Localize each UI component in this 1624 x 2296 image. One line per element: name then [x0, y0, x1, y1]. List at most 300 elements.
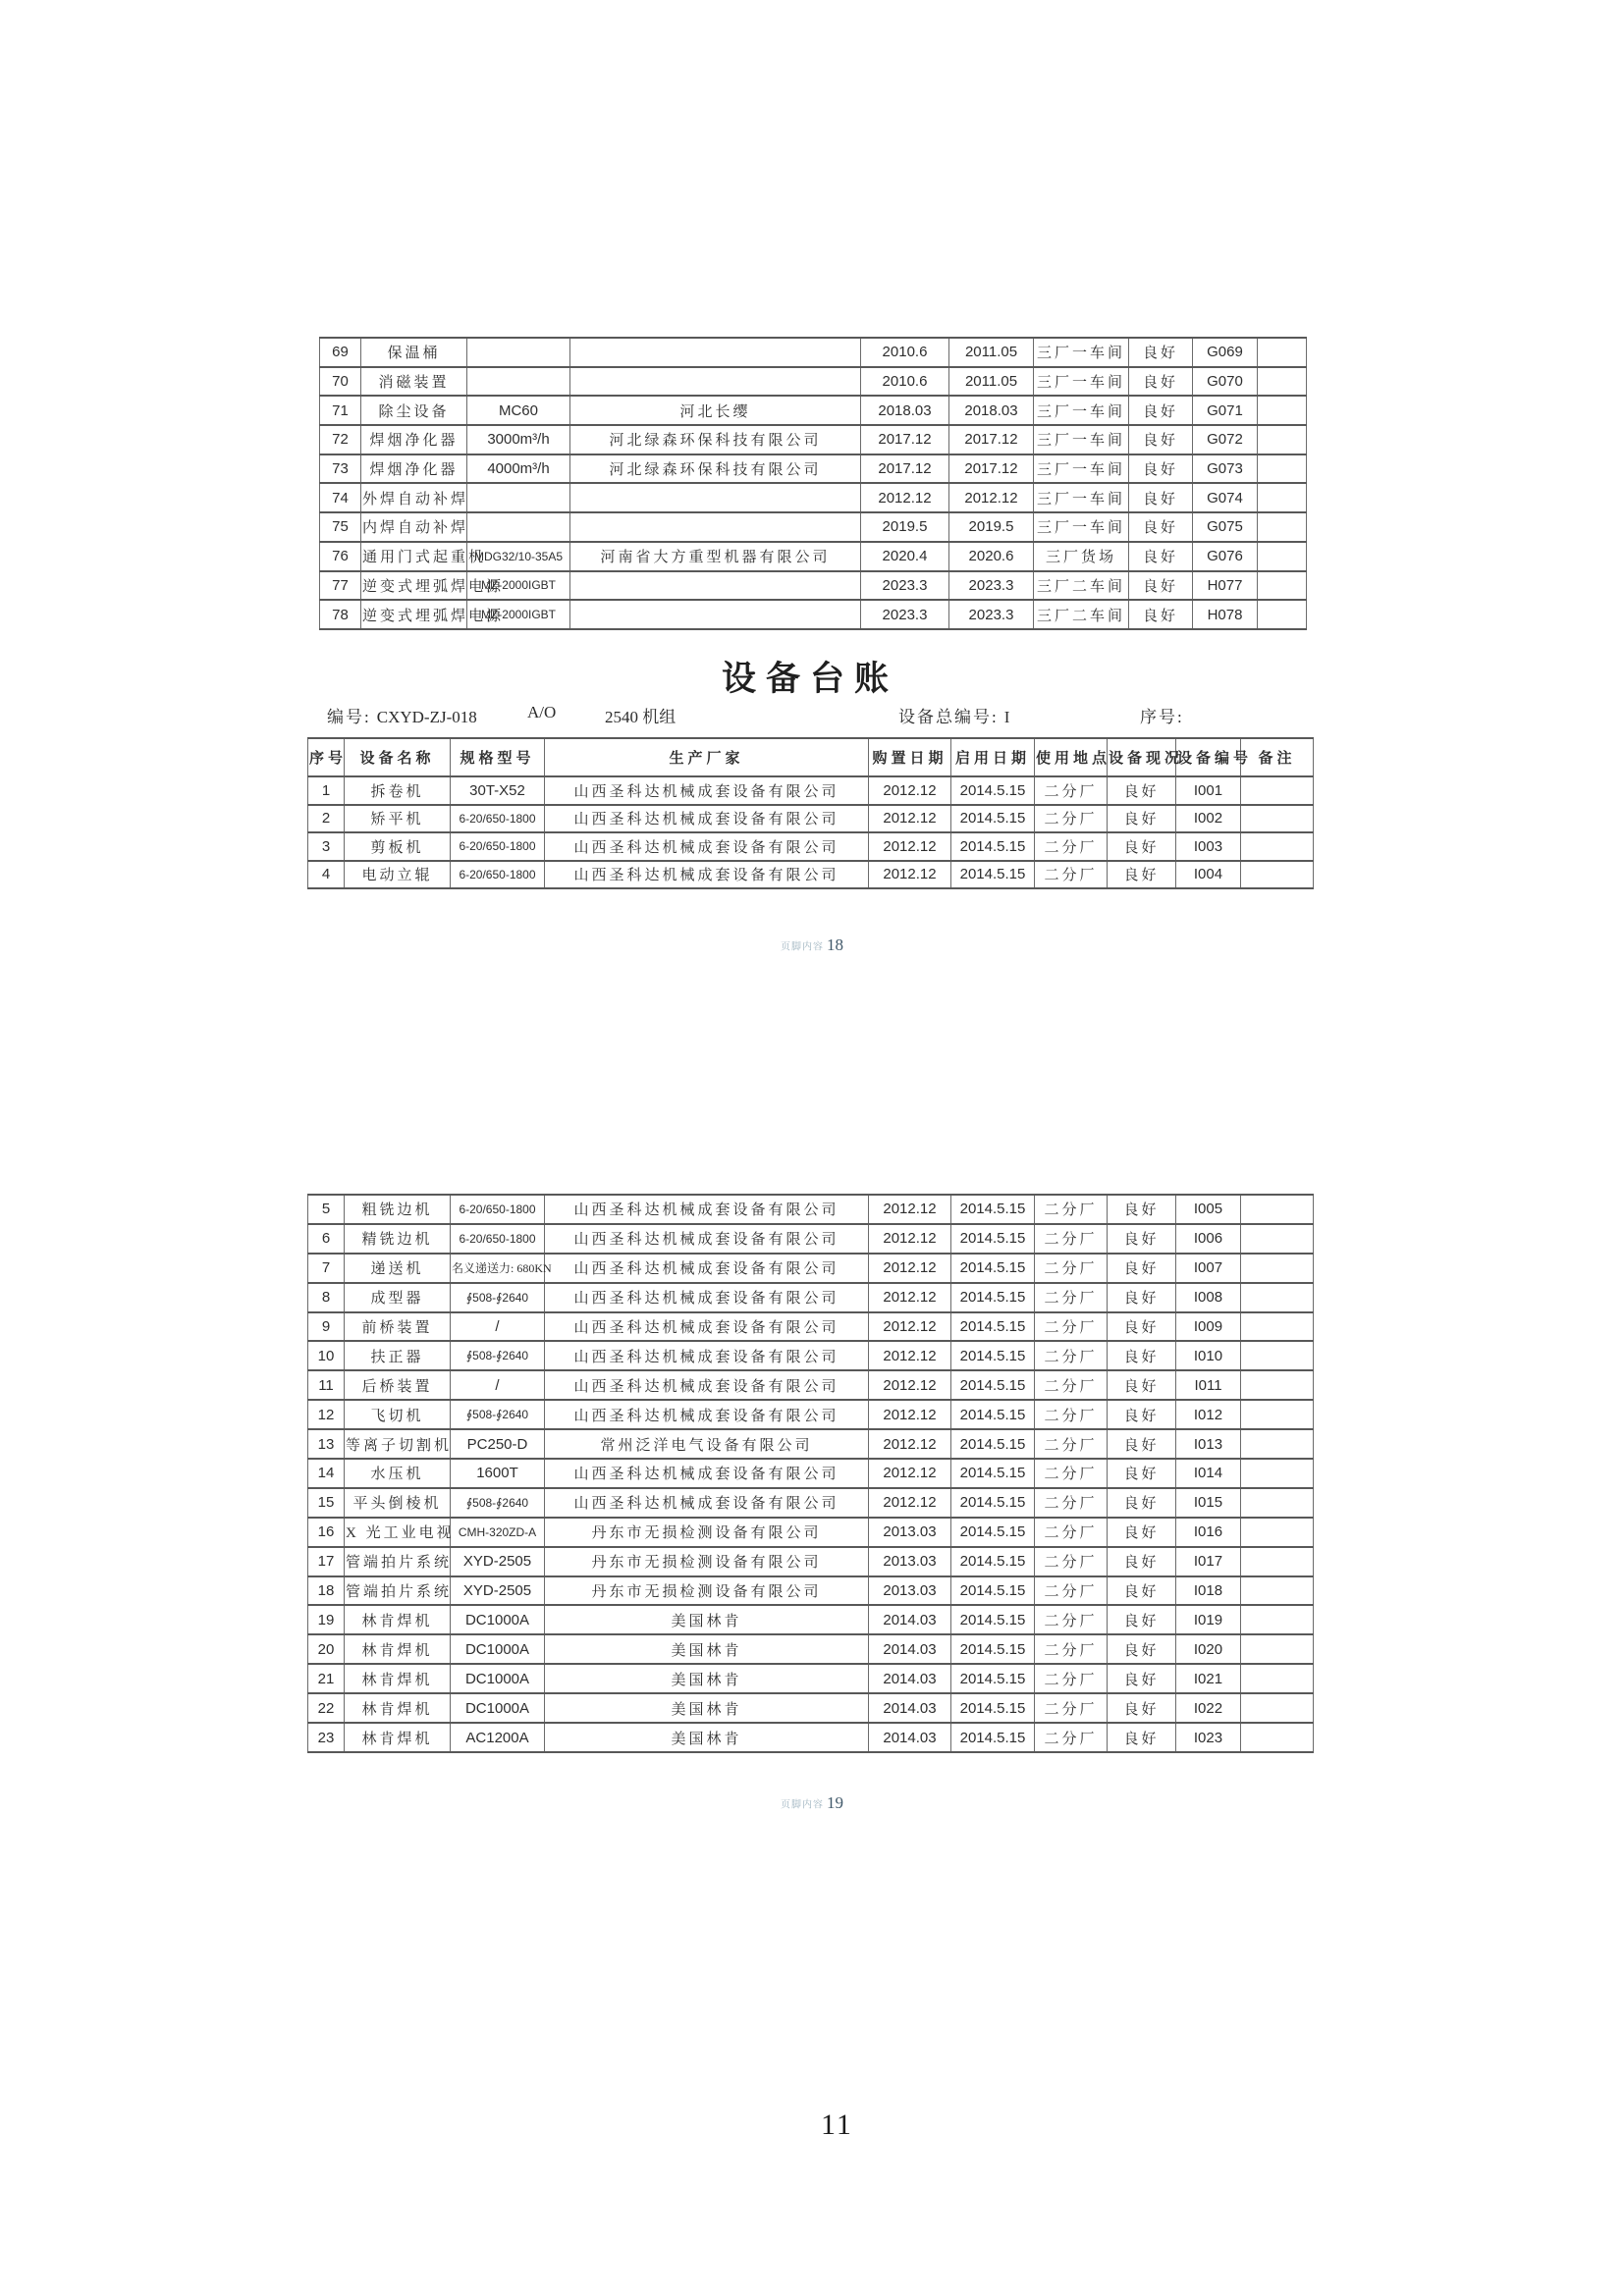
table-cell: XYD-2505 — [451, 1547, 545, 1576]
table-cell: 15 — [308, 1488, 345, 1518]
table-cell: 内焊自动补焊 — [361, 512, 467, 542]
table-cell: 良好 — [1108, 1576, 1176, 1606]
table-cell: 2023.3 — [861, 571, 949, 601]
table-cell: 2012.12 — [869, 1429, 951, 1459]
table-cell — [1241, 1341, 1314, 1370]
footer-label: 页脚内容 — [781, 1799, 824, 1811]
equipment-table-continuation — [319, 337, 1307, 630]
table-cell: 2010.6 — [861, 367, 949, 397]
table-cell — [467, 483, 570, 512]
table-cell: 2014.5.15 — [951, 1634, 1035, 1664]
table-cell: I017 — [1176, 1547, 1241, 1576]
table-cell — [1241, 776, 1314, 805]
table-cell: 2019.5 — [861, 512, 949, 542]
table-cell — [1241, 1518, 1314, 1547]
table-cell — [1258, 425, 1307, 454]
table-cell — [1241, 1576, 1314, 1606]
table-cell: 二分厂 — [1035, 1664, 1108, 1693]
doc-number-label: 编号: — [327, 708, 371, 726]
table-cell: 通用门式起重机 — [361, 542, 467, 571]
table-cell: 山西圣科达机械成套设备有限公司 — [545, 1370, 869, 1400]
sheet-footer — [0, 935, 1624, 955]
table-cell: 2014.5.15 — [951, 1459, 1035, 1488]
table-cell: 二分厂 — [1035, 1576, 1108, 1606]
table-cell — [570, 338, 861, 367]
table-cell: 美国林肯 — [545, 1723, 869, 1752]
table-cell: 平头倒棱机 — [345, 1488, 451, 1518]
table-cell: I010 — [1176, 1341, 1241, 1370]
table-cell: 管端拍片系统 — [345, 1547, 451, 1576]
table-cell: I012 — [1176, 1400, 1241, 1429]
table-cell: 11 — [308, 1370, 345, 1400]
table-cell: 2012.12 — [869, 1312, 951, 1342]
table-cell: 保温桶 — [361, 338, 467, 367]
table-cell: 山西圣科达机械成套设备有限公司 — [545, 1341, 869, 1370]
revision-value: A/O — [527, 703, 557, 721]
table-row — [308, 1605, 1314, 1634]
table-cell: 三厂一车间 — [1034, 338, 1129, 367]
table-row — [308, 832, 1314, 861]
table-cell: 二分厂 — [1035, 861, 1108, 889]
table-cell — [570, 483, 861, 512]
table-cell: 2019.5 — [949, 512, 1034, 542]
table-cell: 2018.03 — [861, 396, 949, 425]
table-cell: 2014.5.15 — [951, 1400, 1035, 1429]
column-header: 设备名称 — [345, 738, 451, 776]
table-cell: 前桥装置 — [345, 1312, 451, 1342]
table-cell — [1241, 1693, 1314, 1723]
table-cell: 消磁装置 — [361, 367, 467, 397]
table-cell: 2012.12 — [869, 1283, 951, 1312]
table-cell: 2020.4 — [861, 542, 949, 571]
table-cell: 良好 — [1108, 861, 1176, 889]
table-cell: 二分厂 — [1035, 1723, 1108, 1752]
table-row — [308, 1195, 1314, 1224]
table-cell: I020 — [1176, 1634, 1241, 1664]
table-cell: 2014.5.15 — [951, 1488, 1035, 1518]
table-row — [320, 483, 1307, 512]
table-cell: 6-20/650-1800 — [451, 832, 545, 861]
table-cell: 丹东市无损检测设备有限公司 — [545, 1547, 869, 1576]
table-cell: 2014.5.15 — [951, 832, 1035, 861]
equipment-table-main — [307, 737, 1314, 889]
table-cell: 名义递送力: 680KN — [451, 1254, 545, 1283]
table-cell: 75 — [320, 512, 361, 542]
table-cell — [1241, 1254, 1314, 1283]
table-row — [308, 1664, 1314, 1693]
table-row — [308, 1224, 1314, 1254]
footer-label: 页脚内容 — [781, 941, 824, 953]
header-row — [308, 738, 1314, 776]
footer-page-number: 19 — [827, 1793, 843, 1812]
table-cell: 2014.5.15 — [951, 1664, 1035, 1693]
table-cell: I008 — [1176, 1283, 1241, 1312]
table-cell — [1241, 1547, 1314, 1576]
table-cell: G070 — [1193, 367, 1258, 397]
table-cell: 良好 — [1108, 1547, 1176, 1576]
table-row — [320, 367, 1307, 397]
unit-value: 2540 机组 — [605, 708, 677, 726]
table-cell: ∮508-∮2640 — [451, 1283, 545, 1312]
table-cell: I019 — [1176, 1605, 1241, 1634]
table-cell: 山西圣科达机械成套设备有限公司 — [545, 1400, 869, 1429]
table-row — [320, 396, 1307, 425]
table-cell: 良好 — [1108, 1224, 1176, 1254]
table-row — [308, 1254, 1314, 1283]
table-cell: 林肯焊机 — [345, 1605, 451, 1634]
table-cell — [570, 367, 861, 397]
column-header: 使用地点 — [1035, 738, 1108, 776]
table-cell: ∮508-∮2640 — [451, 1400, 545, 1429]
table-cell: 6 — [308, 1224, 345, 1254]
table-cell: 良好 — [1108, 1429, 1176, 1459]
table-cell: I014 — [1176, 1459, 1241, 1488]
table-cell: 2011.05 — [949, 338, 1034, 367]
table-cell — [1258, 454, 1307, 484]
table-cell: 二分厂 — [1035, 1693, 1108, 1723]
table-row — [320, 600, 1307, 629]
table-cell: 2012.12 — [869, 1341, 951, 1370]
table-cell: I022 — [1176, 1693, 1241, 1723]
table-cell: 20 — [308, 1634, 345, 1664]
table-cell: 2014.5.15 — [951, 1429, 1035, 1459]
table-cell: 2014.5.15 — [951, 805, 1035, 833]
table-cell: 美国林肯 — [545, 1693, 869, 1723]
table-cell: 外焊自动补焊 — [361, 483, 467, 512]
table-cell: G074 — [1193, 483, 1258, 512]
table-cell: 美国林肯 — [545, 1664, 869, 1693]
table-cell: 扶正器 — [345, 1341, 451, 1370]
table-cell: AC1200A — [451, 1723, 545, 1752]
table-cell: 2023.3 — [861, 600, 949, 629]
doc-number-field — [327, 703, 477, 727]
table-cell: 良好 — [1108, 1283, 1176, 1312]
table-cell: I021 — [1176, 1664, 1241, 1693]
table-cell: 21 — [308, 1664, 345, 1693]
table-cell: 良好 — [1129, 542, 1193, 571]
table-cell: 良好 — [1108, 1312, 1176, 1342]
table-cell: I003 — [1176, 832, 1241, 861]
table-cell: 76 — [320, 542, 361, 571]
table-cell: I001 — [1176, 776, 1241, 805]
table-row — [320, 338, 1307, 367]
table-cell: 4000m³/h — [467, 454, 570, 484]
table-cell: 2012.12 — [869, 832, 951, 861]
table-cell: 良好 — [1129, 454, 1193, 484]
table-cell: 良好 — [1108, 776, 1176, 805]
total-number-field — [898, 703, 1009, 727]
table-cell — [1241, 832, 1314, 861]
table-cell: MDG32/10-35A5 — [467, 542, 570, 571]
table-cell: 2014.5.15 — [951, 1576, 1035, 1606]
table-cell — [1258, 338, 1307, 367]
table-cell: 良好 — [1108, 1488, 1176, 1518]
table-cell: 三厂一车间 — [1034, 483, 1129, 512]
table-cell: 递送机 — [345, 1254, 451, 1283]
table-cell: 三厂一车间 — [1034, 454, 1129, 484]
table-cell: 2014.5.15 — [951, 1518, 1035, 1547]
table-cell — [1258, 512, 1307, 542]
table-cell: 2012.12 — [869, 805, 951, 833]
table-cell: 二分厂 — [1035, 1370, 1108, 1400]
table-cell: 2020.6 — [949, 542, 1034, 571]
table-row — [308, 1312, 1314, 1342]
table-cell: 良好 — [1108, 1723, 1176, 1752]
table-cell: 良好 — [1129, 512, 1193, 542]
table-cell — [467, 512, 570, 542]
table-cell: 良好 — [1129, 425, 1193, 454]
table-cell: 2014.5.15 — [951, 1312, 1035, 1342]
table-cell: 2012.12 — [869, 1254, 951, 1283]
table-row — [308, 776, 1314, 805]
column-header: 序号 — [308, 738, 345, 776]
table-cell: 河北长缨 — [570, 396, 861, 425]
table-cell: 常州泛洋电气设备有限公司 — [545, 1429, 869, 1459]
table-cell: 山西圣科达机械成套设备有限公司 — [545, 1195, 869, 1224]
table-cell: 2014.03 — [869, 1664, 951, 1693]
table-cell: 良好 — [1108, 1664, 1176, 1693]
table-cell — [1241, 1400, 1314, 1429]
table-cell: 林肯焊机 — [345, 1664, 451, 1693]
table-cell: 77 — [320, 571, 361, 601]
table-cell: 二分厂 — [1035, 1400, 1108, 1429]
table-cell: 69 — [320, 338, 361, 367]
table-cell: 良好 — [1129, 571, 1193, 601]
table-cell: 13 — [308, 1429, 345, 1459]
table-cell: 7 — [308, 1254, 345, 1283]
footer-page-number: 18 — [827, 935, 843, 954]
table-cell: 二分厂 — [1035, 1459, 1108, 1488]
table-cell: I009 — [1176, 1312, 1241, 1342]
table-cell — [1241, 1429, 1314, 1459]
table-cell: I023 — [1176, 1723, 1241, 1752]
table-cell: 17 — [308, 1547, 345, 1576]
table-cell: 2012.12 — [869, 1370, 951, 1400]
table-row — [308, 1547, 1314, 1576]
table-cell: XYD-2505 — [451, 1576, 545, 1606]
table-cell: G072 — [1193, 425, 1258, 454]
table-cell: / — [451, 1312, 545, 1342]
table-cell: G069 — [1193, 338, 1258, 367]
table-cell: I015 — [1176, 1488, 1241, 1518]
table-row — [308, 1370, 1314, 1400]
table-cell: G076 — [1193, 542, 1258, 571]
table-cell: 2014.5.15 — [951, 1723, 1035, 1752]
table-cell: 19 — [308, 1605, 345, 1634]
table-cell: DC1000A — [451, 1605, 545, 1634]
table-cell: 山西圣科达机械成套设备有限公司 — [545, 805, 869, 833]
table-cell: 良好 — [1108, 1195, 1176, 1224]
table-cell — [1258, 367, 1307, 397]
table-cell: MZ-2000IGBT — [467, 600, 570, 629]
table-cell: 2014.5.15 — [951, 1605, 1035, 1634]
table-cell: 3000m³/h — [467, 425, 570, 454]
table-cell: 三厂货场 — [1034, 542, 1129, 571]
table-cell: I016 — [1176, 1518, 1241, 1547]
table-cell: 2010.6 — [861, 338, 949, 367]
table-cell: 2012.12 — [869, 1459, 951, 1488]
table-cell: 二分厂 — [1035, 805, 1108, 833]
table-cell — [1241, 1224, 1314, 1254]
table-cell: 山西圣科达机械成套设备有限公司 — [545, 1459, 869, 1488]
table-cell: 2012.12 — [869, 1224, 951, 1254]
table-cell: I011 — [1176, 1370, 1241, 1400]
table-row — [320, 425, 1307, 454]
table-cell: 70 — [320, 367, 361, 397]
table-cell: 山西圣科达机械成套设备有限公司 — [545, 776, 869, 805]
table-cell: 良好 — [1108, 1518, 1176, 1547]
table-row — [308, 1283, 1314, 1312]
table-cell: 14 — [308, 1459, 345, 1488]
table-cell: 逆变式埋弧焊电源 — [361, 600, 467, 629]
table-cell — [1241, 1664, 1314, 1693]
table-cell: 2014.5.15 — [951, 1693, 1035, 1723]
serial-number-label: 序号: — [1140, 708, 1184, 726]
table-cell: 二分厂 — [1035, 832, 1108, 861]
table-cell: 6-20/650-1800 — [451, 805, 545, 833]
table-cell: 等离子切割机 — [345, 1429, 451, 1459]
table-cell: MC60 — [467, 396, 570, 425]
table-cell: 河南省大方重型机器有限公司 — [570, 542, 861, 571]
table-cell: 2012.12 — [949, 483, 1034, 512]
table-row — [320, 542, 1307, 571]
table-row — [308, 1693, 1314, 1723]
table-cell: 6-20/650-1800 — [451, 1195, 545, 1224]
doc-number-value: CXYD-ZJ-018 — [376, 708, 477, 726]
table-cell: 5 — [308, 1195, 345, 1224]
table-cell: 二分厂 — [1035, 1312, 1108, 1342]
table-cell — [1258, 542, 1307, 571]
table-cell: 山西圣科达机械成套设备有限公司 — [545, 1488, 869, 1518]
table-cell: 焊烟净化器 — [361, 454, 467, 484]
table-cell: ∮508-∮2640 — [451, 1341, 545, 1370]
table-row — [308, 1341, 1314, 1370]
table-cell: I006 — [1176, 1224, 1241, 1254]
table-cell: 管端拍片系统 — [345, 1576, 451, 1606]
table-cell: 2014.5.15 — [951, 1254, 1035, 1283]
table-cell: I005 — [1176, 1195, 1241, 1224]
table-cell: 三厂一车间 — [1034, 396, 1129, 425]
table-cell — [1241, 1370, 1314, 1400]
page-title: 设备台账 — [721, 660, 898, 698]
table-cell: 良好 — [1108, 1634, 1176, 1664]
table-cell: 山西圣科达机械成套设备有限公司 — [545, 861, 869, 889]
table-cell: 78 — [320, 600, 361, 629]
table-cell: 2012.12 — [869, 861, 951, 889]
table-cell: 2012.12 — [869, 776, 951, 805]
table-cell: 焊烟净化器 — [361, 425, 467, 454]
table-cell: 除尘设备 — [361, 396, 467, 425]
table-cell: 良好 — [1129, 396, 1193, 425]
table-row — [308, 1459, 1314, 1488]
table-cell: 良好 — [1108, 1605, 1176, 1634]
table-cell: 良好 — [1108, 1341, 1176, 1370]
table-cell: 8 — [308, 1283, 345, 1312]
table-cell: H077 — [1193, 571, 1258, 601]
table-cell: 丹东市无损检测设备有限公司 — [545, 1518, 869, 1547]
table-cell: 2013.03 — [869, 1576, 951, 1606]
table-cell: 4 — [308, 861, 345, 889]
table-cell: 河北绿森环保科技有限公司 — [570, 454, 861, 484]
table-cell: 后桥装置 — [345, 1370, 451, 1400]
table-cell: 2013.03 — [869, 1547, 951, 1576]
table-cell — [1241, 861, 1314, 889]
table-cell: 二分厂 — [1035, 1547, 1108, 1576]
table-cell — [570, 512, 861, 542]
column-header: 设备现况 — [1108, 738, 1176, 776]
table-cell: 2014.03 — [869, 1605, 951, 1634]
table-cell — [1258, 600, 1307, 629]
table-cell: 2012.12 — [869, 1488, 951, 1518]
table-cell: CMH-320ZD-A — [451, 1518, 545, 1547]
table-cell: G073 — [1193, 454, 1258, 484]
table-cell: 2014.5.15 — [951, 861, 1035, 889]
table-cell: G071 — [1193, 396, 1258, 425]
table-cell: 18 — [308, 1576, 345, 1606]
table-cell — [1241, 1605, 1314, 1634]
table-cell: 水压机 — [345, 1459, 451, 1488]
table-row — [320, 571, 1307, 601]
table-cell: 河北绿森环保科技有限公司 — [570, 425, 861, 454]
table-cell: I002 — [1176, 805, 1241, 833]
table-cell: 2023.3 — [949, 571, 1034, 601]
table-cell: 2017.12 — [861, 425, 949, 454]
table-cell: 22 — [308, 1693, 345, 1723]
equipment-table-main-continued — [307, 1194, 1314, 1753]
table-cell — [1241, 1488, 1314, 1518]
table-cell: 三厂一车间 — [1034, 425, 1129, 454]
table-cell — [570, 571, 861, 601]
table-cell: 二分厂 — [1035, 1195, 1108, 1224]
table-cell: 74 — [320, 483, 361, 512]
table-cell: 6-20/650-1800 — [451, 1224, 545, 1254]
table-cell: 72 — [320, 425, 361, 454]
table-cell: 3 — [308, 832, 345, 861]
column-header: 购置日期 — [869, 738, 951, 776]
table-cell: H078 — [1193, 600, 1258, 629]
table-row — [308, 861, 1314, 889]
table-cell: 73 — [320, 454, 361, 484]
table-row — [308, 805, 1314, 833]
table-cell: 良好 — [1129, 338, 1193, 367]
table-cell: 林肯焊机 — [345, 1723, 451, 1752]
table-cell — [1241, 1723, 1314, 1752]
table-cell: 2017.12 — [861, 454, 949, 484]
table-cell: 二分厂 — [1035, 1224, 1108, 1254]
table-cell: 6-20/650-1800 — [451, 861, 545, 889]
table-cell: 2014.5.15 — [951, 1195, 1035, 1224]
table-cell — [1241, 805, 1314, 833]
table-cell: 成型器 — [345, 1283, 451, 1312]
table-cell: 二分厂 — [1035, 1283, 1108, 1312]
sheet-footer — [0, 1793, 1624, 1813]
table-cell: 9 — [308, 1312, 345, 1342]
table-row — [320, 512, 1307, 542]
table-cell: 良好 — [1129, 483, 1193, 512]
table-cell: 山西圣科达机械成套设备有限公司 — [545, 1283, 869, 1312]
table-cell: 拆卷机 — [345, 776, 451, 805]
table-cell — [570, 600, 861, 629]
table-cell: 飞切机 — [345, 1400, 451, 1429]
table-cell: 粗铣边机 — [345, 1195, 451, 1224]
table-cell: 2014.03 — [869, 1634, 951, 1664]
table-cell — [1241, 1312, 1314, 1342]
table-cell: 2014.5.15 — [951, 1547, 1035, 1576]
table-cell: 良好 — [1129, 600, 1193, 629]
table-cell: 2 — [308, 805, 345, 833]
document-page-number: 11 — [821, 2109, 853, 2141]
table-row — [308, 1488, 1314, 1518]
